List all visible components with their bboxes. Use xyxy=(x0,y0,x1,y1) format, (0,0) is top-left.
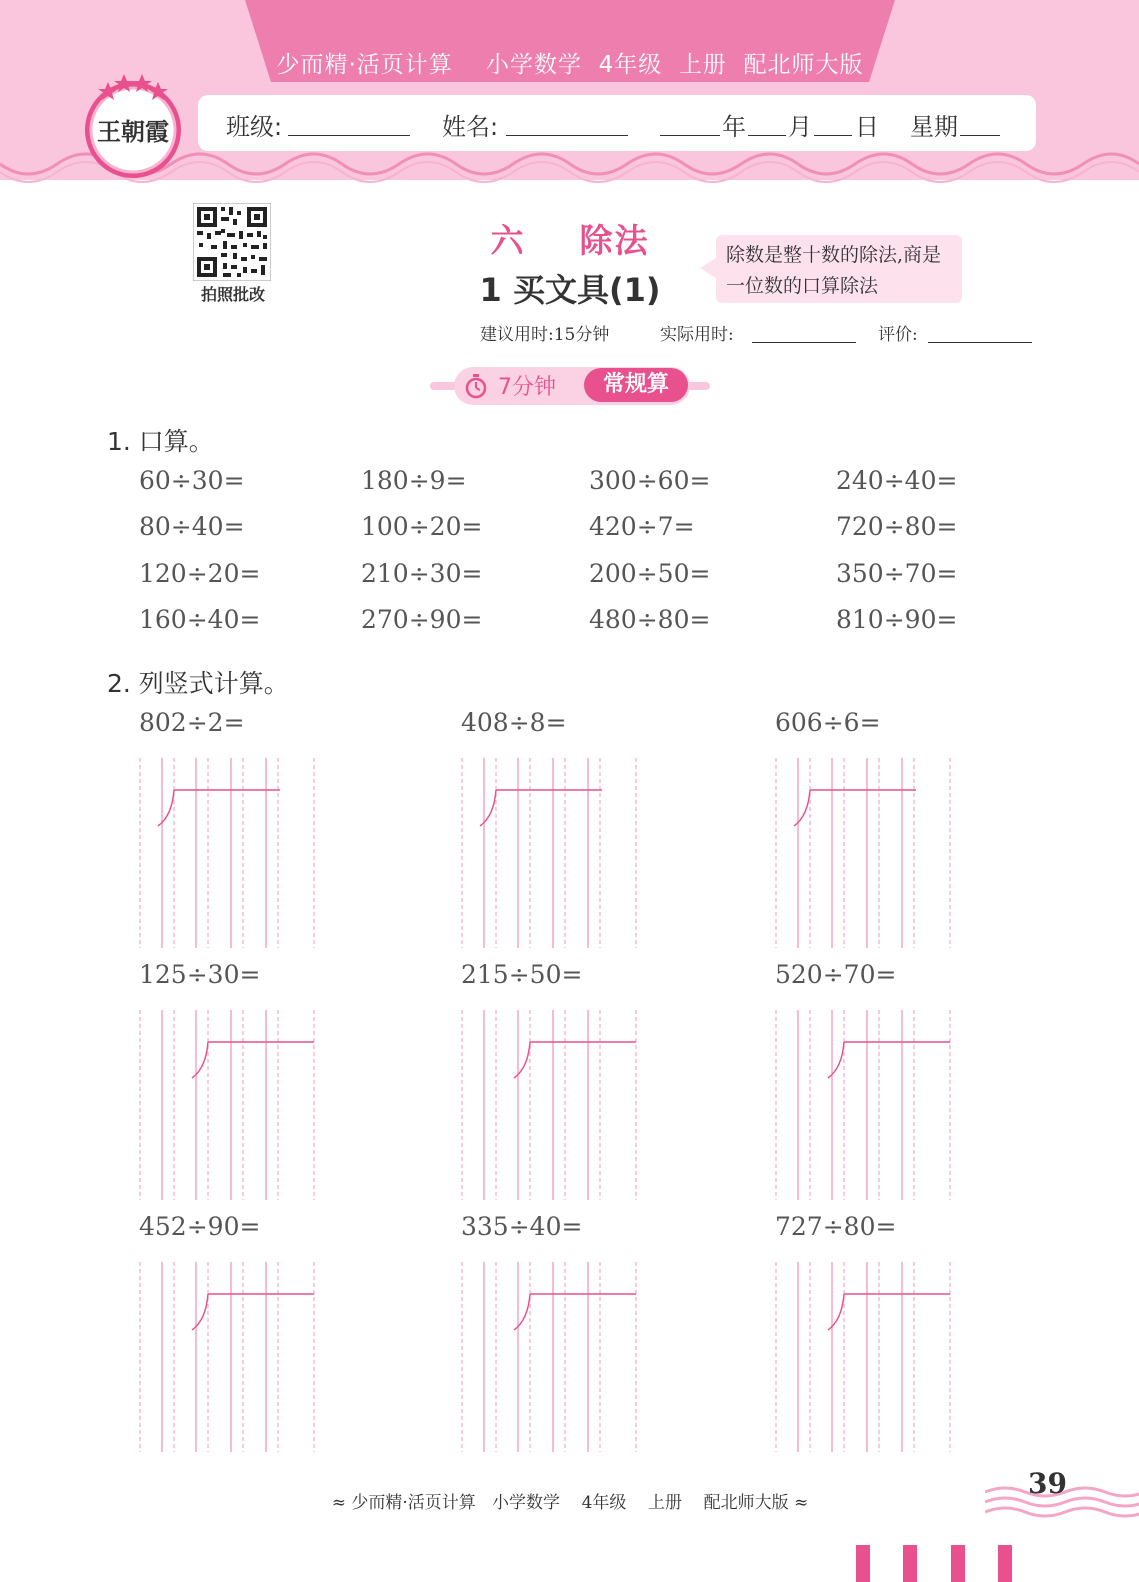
work-grid[interactable] xyxy=(460,1262,642,1452)
work-grid[interactable] xyxy=(774,1262,956,1452)
oral-problem: 60÷30= xyxy=(139,466,245,495)
question-2-heading: 2. 列竖式计算。 xyxy=(107,669,289,698)
vertical-problem: 125÷30= xyxy=(139,960,261,989)
work-grid[interactable] xyxy=(138,1262,320,1452)
brand-logo xyxy=(78,70,188,180)
badge-label: 常规算 xyxy=(584,368,688,402)
vertical-problem: 802÷2= xyxy=(139,708,245,737)
name-field[interactable] xyxy=(506,107,628,136)
vertical-problem: 727÷80= xyxy=(775,1212,897,1241)
oral-problem: 180÷9= xyxy=(361,466,467,495)
stopwatch-icon xyxy=(463,373,489,399)
work-grid[interactable] xyxy=(460,758,642,948)
vertical-problem: 408÷8= xyxy=(461,708,567,737)
actual-time-label: 实际用时: xyxy=(660,325,734,345)
footer-stripe xyxy=(951,1545,965,1582)
day-field[interactable] xyxy=(814,107,852,136)
oral-problem: 300÷60= xyxy=(589,466,711,495)
oral-problem: 120÷20= xyxy=(139,559,261,588)
weekday-label: 星期 xyxy=(910,113,958,141)
oral-problem: 720÷80= xyxy=(836,512,958,541)
vertical-problem: 335÷40= xyxy=(461,1212,583,1241)
footer-stripe xyxy=(998,1545,1012,1582)
series-title: 少而精·活页计算 小学数学 4年级 上册 配北师大版 xyxy=(276,52,864,78)
qr-code-icon[interactable] xyxy=(193,203,271,281)
vertical-problem: 606÷6= xyxy=(775,708,881,737)
oral-problem: 80÷40= xyxy=(139,512,245,541)
footer-stripe xyxy=(903,1545,917,1582)
work-grid[interactable] xyxy=(138,758,320,948)
unit-title: 六 除法 xyxy=(490,221,650,260)
day-label: 日 xyxy=(855,113,879,141)
oral-problem: 240÷40= xyxy=(836,466,958,495)
work-grid[interactable] xyxy=(774,758,956,948)
question-1-heading: 1. 口算。 xyxy=(107,427,214,456)
oral-problem: 810÷90= xyxy=(836,605,958,634)
tip-pointer xyxy=(700,258,716,278)
evaluation-label: 评价: xyxy=(878,325,918,345)
lesson-title: 1 买文具(1) xyxy=(479,271,661,309)
class-field[interactable] xyxy=(288,107,410,136)
qr-caption: 拍照批改 xyxy=(200,285,265,304)
tip-text: 除数是整十数的除法,商是一位数的口算除法 xyxy=(726,244,942,297)
actual-time-field[interactable] xyxy=(752,320,856,343)
oral-problem: 160÷40= xyxy=(139,605,261,634)
work-grid[interactable] xyxy=(774,1010,956,1200)
badge-time: 7分钟 xyxy=(498,375,556,400)
oral-problem: 420÷7= xyxy=(589,512,695,541)
suggested-time: 建议用时:15分钟 xyxy=(480,325,610,345)
vertical-problem: 452÷90= xyxy=(139,1212,261,1241)
year-field[interactable] xyxy=(660,107,720,136)
evaluation-field[interactable] xyxy=(928,320,1032,343)
page-number: 39 xyxy=(1028,1467,1067,1500)
month-label: 月 xyxy=(788,113,812,141)
logo-lettering: 王朝霞 xyxy=(97,117,169,146)
vertical-problem: 520÷70= xyxy=(775,960,897,989)
work-grid[interactable] xyxy=(138,1010,320,1200)
oral-problem: 210÷30= xyxy=(361,559,483,588)
work-grid[interactable] xyxy=(460,1010,642,1200)
year-label: 年 xyxy=(722,113,746,141)
oral-problem: 350÷70= xyxy=(836,559,958,588)
class-label: 班级: xyxy=(226,113,283,141)
footer-stripe xyxy=(856,1545,870,1582)
month-field[interactable] xyxy=(748,107,786,136)
footer-text: ≈ 少而精·活页计算 小学数学 4年级 上册 配北师大版 ≈ xyxy=(331,1493,809,1513)
oral-problem: 270÷90= xyxy=(361,605,483,634)
oral-problem: 100÷20= xyxy=(361,512,483,541)
oral-problem: 200÷50= xyxy=(589,559,711,588)
name-label: 姓名: xyxy=(442,113,499,141)
vertical-problem: 215÷50= xyxy=(461,960,583,989)
oral-problem: 480÷80= xyxy=(589,605,711,634)
weekday-field[interactable] xyxy=(960,107,1000,136)
